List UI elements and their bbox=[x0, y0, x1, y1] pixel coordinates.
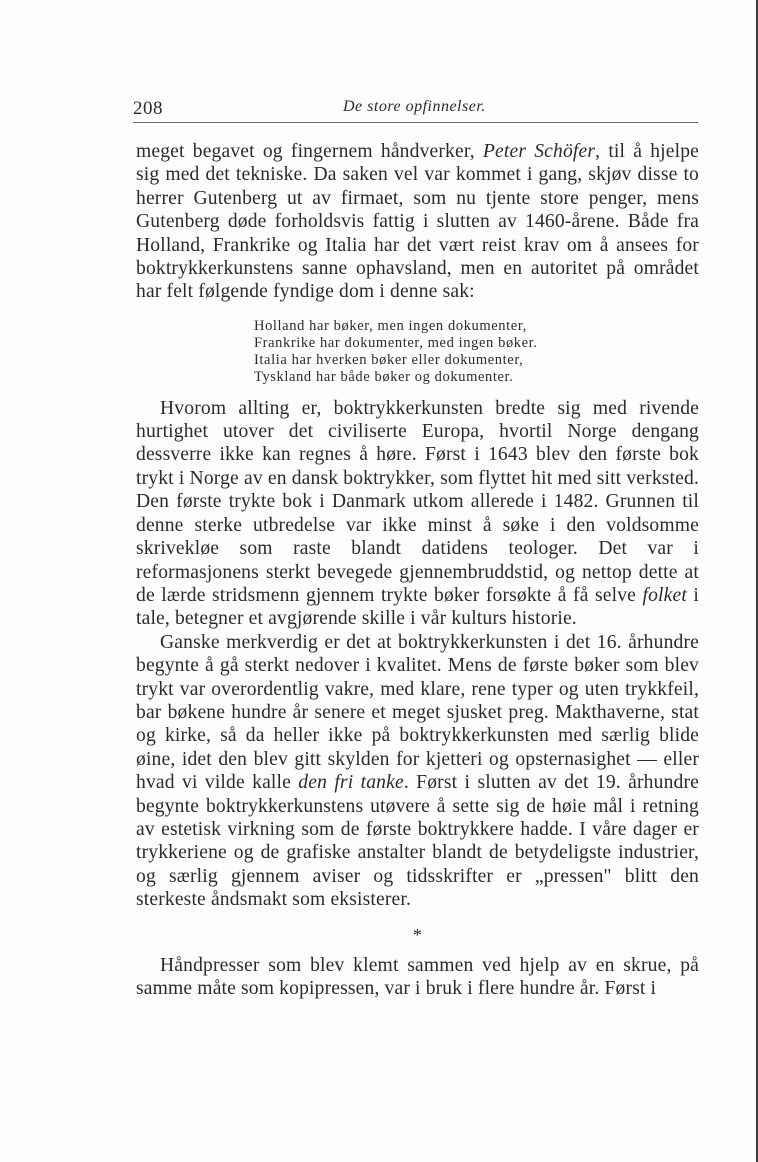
verse-line: Tyskland har både bøker og dokumenter. bbox=[254, 369, 514, 386]
paragraph-2-text-a: Hvorom allting er, boktrykkerkunsten bredte sig med rivende hurtighet utover det civiliserte Europa, hvortil Norge dengang dessverre ikke kan regnes å høre. Først i 1643 blev den første bok trykt i Norge av en dansk boktrykker, som flyttet hit med sitt verksted. Den første trykte bok i Danmark utkom allerede i 1482. Grunnen til denne sterke utbredelse var ikke minst å søke i den voldsomme skrivekløe som raste blandt datidens teologer. Det var i reformasjonens sterkt bevegede gjennembruddstid, og nettop dette at de lærde stridsmenn gjennem trykte bøker forsøkte å få selve bbox=[136, 397, 699, 606]
paragraph-1-text-b: , til å hjelpe sig med det tekniske. Da saken vel var kommet i gang, skjøv disse to herrer Gutenberg ut av firmaet, som nu tjente store penger, mens Gutenberg døde forholdsvis fattig i slutten av 1460-årene. Både fra Holland, Frankrike og Italia har det vært reist krav om å ansees for boktrykkerkunstens sanne ophavsland, men en autoritet på området har felt følgende fyndige dom i denne sak: bbox=[136, 141, 699, 303]
paragraph-2-text-b: i tale, betegner et avgjørende skille i vår kulturs historie. bbox=[136, 584, 699, 630]
verse-line: Italia har hverken bøker eller dokumenter, bbox=[254, 352, 524, 369]
verse-line: Frankrike har dokumenter, med ingen bøker. bbox=[254, 335, 538, 352]
paragraph-3-text-b: . Først i slutten av det 19. århundre begynte boktrykkerkunstens utøvere å sette sig de høie mål i retning av estetisk virkning som de første boktrykkere hadde. I våre dager er trykkeriene og de grafiske anstalter blandt de betydeligste industrier, og særlig gjennem aviser og tidsskrifter er „pressen" blitt den sterkeste åndsmakt som eksisterer. bbox=[136, 772, 699, 911]
page-number: 208 bbox=[133, 98, 163, 119]
running-title: De store opfinnelser. bbox=[343, 98, 486, 115]
person-name-emphasis: Peter Schöfer bbox=[482, 141, 596, 162]
paragraph-4: Håndpresser som blev klemt sammen ved hjelp av en skrue, på samme måte som kopipressen, var i bruk i flere hundre år. Først i bbox=[136, 954, 699, 999]
folket-emphasis: folket bbox=[642, 584, 687, 606]
page-header bbox=[133, 96, 698, 124]
paragraph-2 bbox=[136, 397, 699, 631]
header-rule bbox=[133, 122, 698, 123]
fri-tanke-emphasis: den fri tanke bbox=[298, 772, 404, 794]
verse-quote bbox=[254, 318, 699, 387]
verse-line: Holland har bøker, men ingen dokumenter, bbox=[254, 317, 527, 334]
body-text bbox=[136, 140, 699, 1000]
paragraph-3-text-a: Ganske merkverdig er det at boktrykkerkunsten i det 16. århundre begynte å gå sterkt nedover i kvalitet. Mens de første bøker som blev trykt var overordentlig vakre, med klare, rene typer og uten trykkfeil, bar bøkene hundre år senere et meget sjusket preg. Makthaverne, stat og kirke, så da heller ikke på boktrykkerkunsten med særlig blide øine, idet den blev gitt skylden for kjetteri og opsternasighet — eller hvad vi vilde kalle bbox=[136, 631, 699, 794]
paragraph-1-text-a: meget begavet og fingernem håndverker, bbox=[136, 141, 483, 162]
paragraph-1 bbox=[136, 140, 699, 304]
paragraph-3 bbox=[136, 631, 699, 912]
section-separator: * bbox=[412, 924, 423, 945]
